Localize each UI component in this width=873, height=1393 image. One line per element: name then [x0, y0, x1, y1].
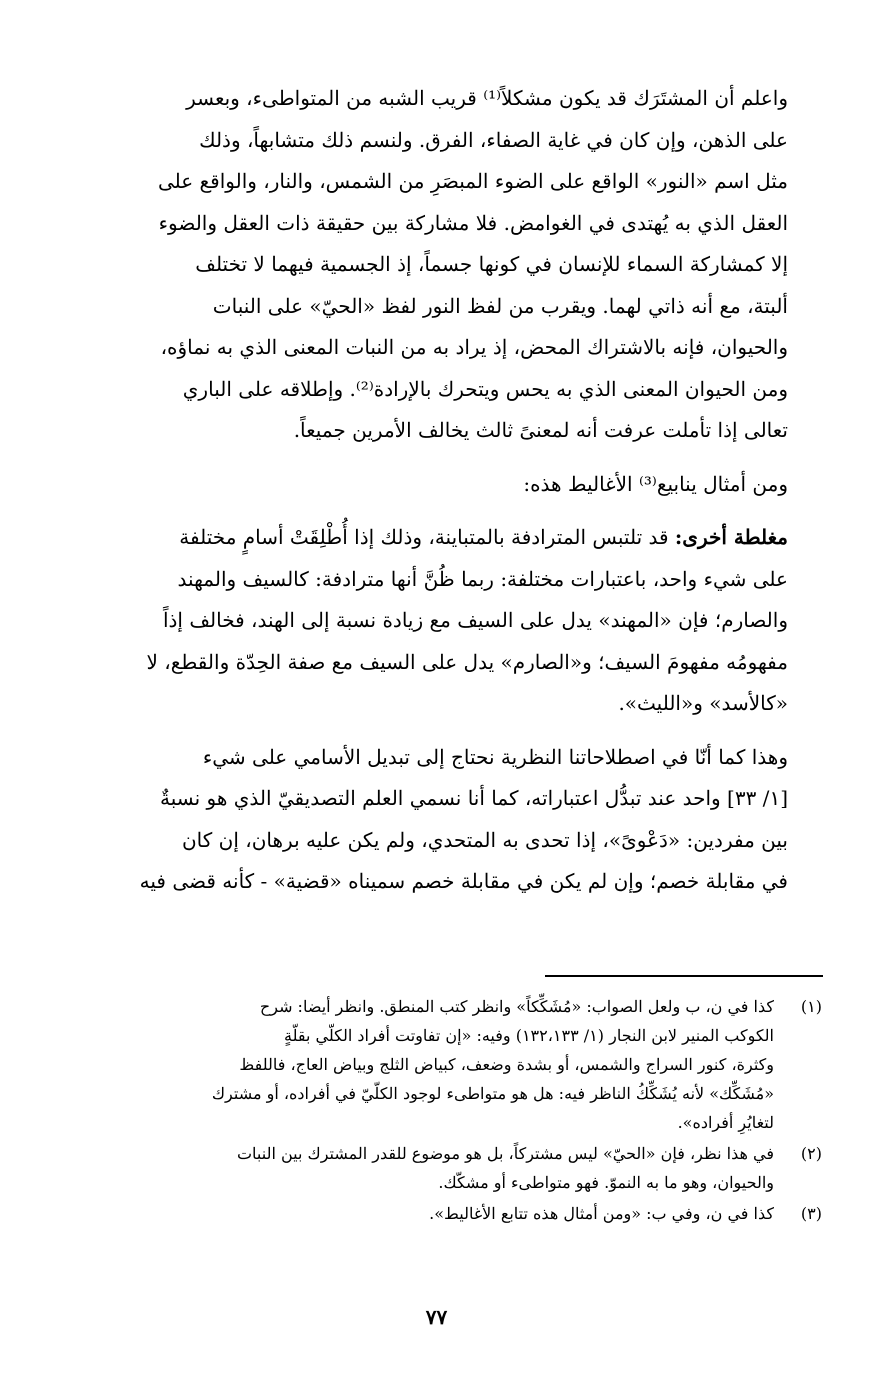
paragraph-1 [77, 78, 822, 452]
text-line: على شيء واحد، باعتبارات مختلفة: ربما ظُنَّ أنها مترادفة: كالسيف والمهند [177, 566, 788, 591]
footnote-line: كذا في ن، ب ولعل الصواب: «مُشَكِّكاً» وانظر كتب المنطق. وانظر أيضا: شرح [259, 997, 774, 1016]
text-line: مثل اسم «النور» الواقع على الضوء المبصَرِ من الشمس، والنار، والواقع على [157, 169, 788, 193]
text-line: بين مفردين: «دَعْوىً»، إذا تحدى به المتحدي، ولم يكن عليه برهان، إن كان [181, 827, 788, 852]
footnotes [77, 992, 822, 1230]
text-line [77, 517, 788, 559]
paragraph-4 [77, 737, 822, 903]
text-line: على الذهن، وإن كان في غاية الصفاء، الفرق. ولنسم ذلك متشابهاً، وذلك [199, 127, 788, 152]
footnote-line: والحيوان، وهو ما به النموّ. فهو متواطىء أو مشكّك. [438, 1173, 774, 1192]
footnote-number: (٢) [800, 1144, 822, 1163]
text-line: ومن أمثال ينابيع⁽³⁾ الأغاليط هذه: [523, 471, 788, 496]
text-line: في مقابلة خصم؛ وإن لم يكن في مقابلة خصم سميناه «قضية» - كأنه قضى فيه [139, 869, 788, 893]
footnote-line: وكثرة، كنور السراج والشمس، أو بشدة وضعف، كبياض الثلج وبياض العاج، فاللفظ [239, 1055, 774, 1074]
footnote-number: (٣) [800, 1204, 822, 1223]
footnote-number: (١) [800, 997, 822, 1016]
footnote-text [77, 1139, 774, 1197]
footnote-divider [545, 975, 823, 977]
section-lead: مغلطة أخرى: [674, 525, 788, 549]
text-line: إلا كمشاركة السماء للإنسان في كونها جسماً، إذ الجسمية فيهما لا تختلف [195, 252, 788, 276]
text-line: «كالأسد» و«الليث». [618, 691, 788, 715]
text-line: العقل الذي به يُهتدى في الغوامض. فلا مشاركة بين حقيقة ذات العقل والضوء [158, 210, 788, 235]
footnote-text [77, 992, 774, 1137]
footnote-line: الكوكب المنير لابن النجار (١/ ١٣٢،١٣٣) وفيه: «إن تفاوتت أفراد الكلّي بقلّةٍ [284, 1026, 774, 1045]
footnote-line: في هذا نظر، فإن «الحيّ» ليس مشتركاً، بل هو موضوع للقدر المشترك بين النبات [236, 1144, 774, 1163]
footnote-1 [77, 992, 822, 1137]
text-line: وهذا كما أنّا في اصطلاحاتنا النظرية نحتاج إلى تبديل الأسامي على شيء [202, 744, 788, 769]
text-line: والحيوان، فإنه بالاشتراك المحض، إذ يراد به من النبات المعنى الذي به نماؤه، [160, 335, 788, 359]
page-number: ٧٧ [425, 1305, 448, 1329]
footnote-line: لتغايُرِ أفراده». [677, 1113, 774, 1132]
text-line: ألبتة، مع أنه ذاتي لهما. ويقرب من لفظ النور لفظ «الحيّ» على النبات [212, 293, 788, 318]
text-line: ومن الحيوان المعنى الذي به يحس ويتحرك بالإرادة⁽²⁾. وإطلاقه على الباري [182, 376, 788, 401]
main-text [77, 78, 822, 915]
footnote-text [77, 1199, 774, 1228]
text-fragment: قد تلتبس المترادفة بالمتباينة، وذلك إذا أُطْلِقَتْ أسامٍ مختلفة [179, 525, 675, 549]
text-line: مفهومُه مفهومَ السيف؛ و«الصارم» يدل على السيف مع صفة الحِدّة والقطع، لا [146, 649, 788, 674]
paragraph-2 [77, 464, 822, 506]
footnote-3 [77, 1199, 822, 1228]
footnote-line: «مُشَكِّك» لأنه يُشَكِّكُ الناظر فيه: هل هو متواطىء لوجود الكلّيّ في أفراده، أو مشترك [211, 1084, 774, 1103]
text-line: والصارم؛ فإن «المهند» يدل على السيف مع زيادة نسبة إلى الهند، فخالف إذاً [162, 608, 788, 632]
text-line: [١/ ٣٣] واحد عند تبدُّل اعتباراته، كما أنا نسمي العلم التصديقيّ الذي هو نسبةٌ [159, 786, 788, 810]
text-line: واعلم أن المشتَرَك قد يكون مشكلاً⁽¹⁾ قريب الشبه من المتواطىء، وبعسر [186, 86, 788, 110]
paragraph-3 [77, 517, 822, 725]
text-line: تعالى إذا تأملت عرفت أنه لمعنىً ثالث يخالف الأمرين جميعاً. [293, 418, 788, 442]
footnote-2 [77, 1139, 822, 1197]
footnote-line: كذا في ن، وفي ب: «ومن أمثال هذه تتابع الأغاليط». [429, 1204, 774, 1223]
